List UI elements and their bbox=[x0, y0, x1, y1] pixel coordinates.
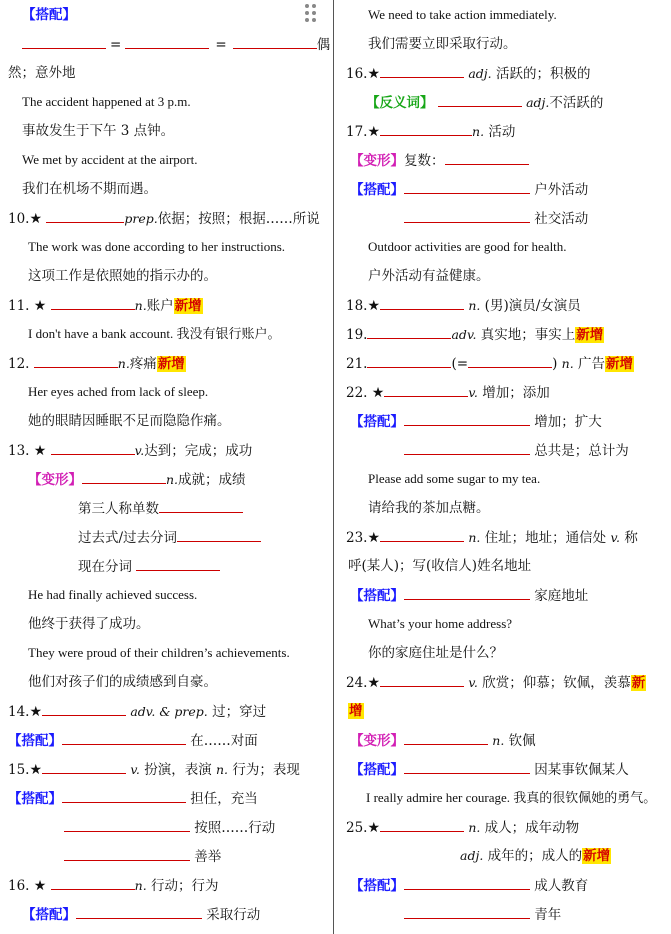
answer-blank[interactable] bbox=[51, 296, 135, 310]
meaning-text: 呼(某人)；写(收信人)姓名地址 bbox=[348, 558, 532, 574]
answer-blank[interactable] bbox=[404, 586, 530, 600]
example-zh: 事故发生于下午 3 点钟。 bbox=[22, 123, 175, 139]
answer-blank[interactable] bbox=[404, 905, 530, 919]
example-en: Please add some sugar to my tea. bbox=[368, 471, 541, 486]
fill-line: = = 偶 bbox=[22, 35, 330, 54]
right-column bbox=[336, 0, 671, 934]
example-en: What’s your home address? bbox=[368, 616, 513, 631]
answer-blank[interactable] bbox=[380, 122, 472, 136]
collocation-line: 【搭配】 家庭地址 bbox=[350, 588, 589, 604]
collocation-line: 总共是；总计为 bbox=[404, 441, 629, 460]
collocation-line: 善举 bbox=[64, 847, 221, 866]
collocation-line: 青年 bbox=[404, 905, 561, 924]
collocation-line: 【搭配】 采取行动 bbox=[22, 907, 261, 923]
example-zh: 她的眼睛因睡眠不足而隐隐作痛。 bbox=[28, 413, 231, 429]
answer-blank[interactable] bbox=[380, 64, 464, 78]
column-divider bbox=[333, 0, 334, 934]
collocation-line: 【搭配】 在……对面 bbox=[8, 733, 258, 749]
vocab-entry-11: 11. ★ n.账户新增 bbox=[8, 298, 202, 314]
vocab-entry-19: 19. adv. 真实地；事实上新增 bbox=[346, 327, 604, 343]
example-en: Outdoor activities are good for health. bbox=[368, 239, 567, 254]
answer-blank[interactable] bbox=[468, 354, 552, 368]
answer-blank[interactable] bbox=[367, 325, 451, 339]
collocation-line: 【搭配】 增加；扩大 bbox=[350, 414, 602, 430]
antonym-line: 【反义词】 adj.不活跃的 bbox=[366, 95, 604, 111]
answer-blank[interactable] bbox=[380, 673, 464, 687]
vocab-entry-18: 18.★ n. (男)演员/女演员 bbox=[346, 298, 581, 314]
variant-line: 【变形】 n.成就；成绩 bbox=[28, 472, 246, 488]
collocation-tag: 【搭配】 bbox=[22, 7, 76, 23]
example-zh: 请给我的茶加点糖。 bbox=[368, 500, 490, 516]
variant-line: 【变形】 n. 钦佩 bbox=[350, 733, 536, 749]
example-zh: 户外活动有益健康。 bbox=[368, 268, 490, 284]
answer-blank[interactable] bbox=[380, 528, 464, 542]
vocab-entry-17: 17.★ n. 活动 bbox=[346, 124, 516, 140]
vocab-entry-13: 13. ★ v.达到；完成；成功 bbox=[8, 443, 253, 459]
example-en: They were proud of their children’s achievements. bbox=[28, 645, 290, 660]
new-badge: 新增 bbox=[576, 327, 604, 343]
vocab-entry-14: 14.★ adv. & prep. 过；穿过 bbox=[8, 704, 267, 720]
example-en: We met by accident at the airport. bbox=[22, 152, 198, 167]
answer-blank[interactable] bbox=[42, 760, 126, 774]
variant-form: 过去式/过去分词 bbox=[78, 528, 261, 547]
answer-blank[interactable] bbox=[51, 876, 135, 890]
new-badge-wrap bbox=[348, 702, 364, 720]
answer-blank[interactable] bbox=[438, 93, 522, 107]
new-badge: 新增 bbox=[157, 356, 185, 372]
example-zh: 这项工作是依照她的指示办的。 bbox=[28, 268, 217, 284]
answer-blank[interactable] bbox=[177, 528, 261, 542]
answer-blank[interactable] bbox=[384, 383, 468, 397]
collocation-line: 【搭配】 户外活动 bbox=[350, 182, 589, 198]
new-badge: 新增 bbox=[605, 356, 633, 372]
vocab-entry-22: 22. ★ v. 增加；添加 bbox=[346, 385, 550, 401]
vocab-entry-25: 25.★ n. 成人；成年动物 bbox=[346, 820, 580, 836]
meaning-line: adj. 成年的；成人的新增 bbox=[460, 848, 611, 864]
example-line: I don't have a bank account. 我没有银行账户。 bbox=[28, 326, 281, 341]
answer-blank[interactable] bbox=[404, 731, 488, 745]
variant-form: 现在分词 bbox=[78, 557, 220, 576]
answer-blank[interactable] bbox=[367, 354, 451, 368]
vocab-entry-10: 10.★ prep.依据；按照；根据……所说 bbox=[8, 211, 320, 227]
answer-blank[interactable] bbox=[380, 818, 464, 832]
answer-blank[interactable] bbox=[76, 905, 202, 919]
answer-blank[interactable] bbox=[159, 499, 243, 513]
answer-blank[interactable] bbox=[233, 35, 317, 49]
answer-blank[interactable] bbox=[42, 702, 126, 716]
answer-blank[interactable] bbox=[62, 789, 186, 803]
vocab-entry-23: 23.★ n. 住址；地址；通信处 v. 称 bbox=[346, 530, 638, 546]
vocab-entry-16b: 16.★ adj. 活跃的；积极的 bbox=[346, 66, 591, 82]
answer-blank[interactable] bbox=[64, 818, 190, 832]
answer-blank[interactable] bbox=[34, 354, 118, 368]
vocab-entry-12: 12. n.疼痛新增 bbox=[8, 356, 185, 372]
example-zh: 我们在机场不期而遇。 bbox=[22, 181, 157, 197]
new-badge: 增 bbox=[349, 703, 363, 719]
answer-blank[interactable] bbox=[62, 731, 186, 745]
answer-blank[interactable] bbox=[51, 441, 135, 455]
answer-blank[interactable] bbox=[404, 876, 530, 890]
meaning-text: 然；意外地 bbox=[8, 65, 76, 81]
answer-blank[interactable] bbox=[445, 151, 529, 165]
example-en: We need to take action immediately. bbox=[368, 7, 557, 22]
new-badge: 新增 bbox=[583, 848, 611, 864]
vocab-entry-24: 24.★ v. 欣赏；仰慕；钦佩，羡慕新 bbox=[346, 675, 646, 691]
answer-blank[interactable] bbox=[136, 557, 220, 571]
answer-blank[interactable] bbox=[380, 296, 464, 310]
collocation-line: 社交活动 bbox=[404, 209, 588, 228]
collocation-line: 【搭配】 因某事钦佩某人 bbox=[350, 762, 629, 778]
new-badge: 新 bbox=[631, 675, 646, 691]
vocab-entry-16: 16. ★ n. 行动；行为 bbox=[8, 878, 219, 894]
collocation-line: 【搭配】 成人教育 bbox=[350, 878, 589, 894]
answer-blank[interactable] bbox=[82, 470, 166, 484]
answer-blank[interactable] bbox=[404, 412, 530, 426]
vocab-entry-21: 21. (= ) n. 广告新增 bbox=[346, 356, 633, 372]
example-zh: 他们对孩子们的成绩感到自豪。 bbox=[28, 674, 217, 690]
answer-blank[interactable] bbox=[22, 35, 106, 49]
example-zh: 我们需要立即采取行动。 bbox=[368, 36, 517, 52]
example-en: The accident happened at 3 p.m. bbox=[22, 94, 191, 109]
example-zh: 你的家庭住址是什么？ bbox=[368, 645, 503, 661]
collocation-line: 按照……行动 bbox=[64, 818, 275, 837]
variant-line: 【变形】复数： bbox=[350, 151, 529, 170]
answer-blank[interactable] bbox=[404, 180, 530, 194]
example-line: I really admire her courage. 我真的很钦佩她的勇气。 bbox=[366, 790, 657, 805]
example-en: Her eyes ached from lack of sleep. bbox=[28, 384, 209, 399]
collocation-line: 【搭配】 担任，充当 bbox=[8, 791, 258, 807]
answer-blank[interactable] bbox=[404, 441, 530, 455]
answer-blank[interactable] bbox=[64, 847, 190, 861]
answer-blank[interactable] bbox=[404, 760, 530, 774]
new-badge: 新增 bbox=[174, 298, 202, 314]
example-en: He had finally achieved success. bbox=[28, 587, 198, 602]
left-column bbox=[0, 0, 333, 934]
answer-blank[interactable] bbox=[125, 35, 209, 49]
example-en: The work was done according to her instructions. bbox=[28, 239, 286, 254]
variant-form: 第三人称单数 bbox=[78, 499, 243, 518]
answer-blank[interactable] bbox=[404, 209, 530, 223]
answer-blank[interactable] bbox=[46, 209, 124, 223]
vocab-entry-15: 15.★ v. 扮演，表演 n. 行为；表现 bbox=[8, 762, 300, 778]
example-zh: 他终于获得了成功。 bbox=[28, 616, 150, 632]
